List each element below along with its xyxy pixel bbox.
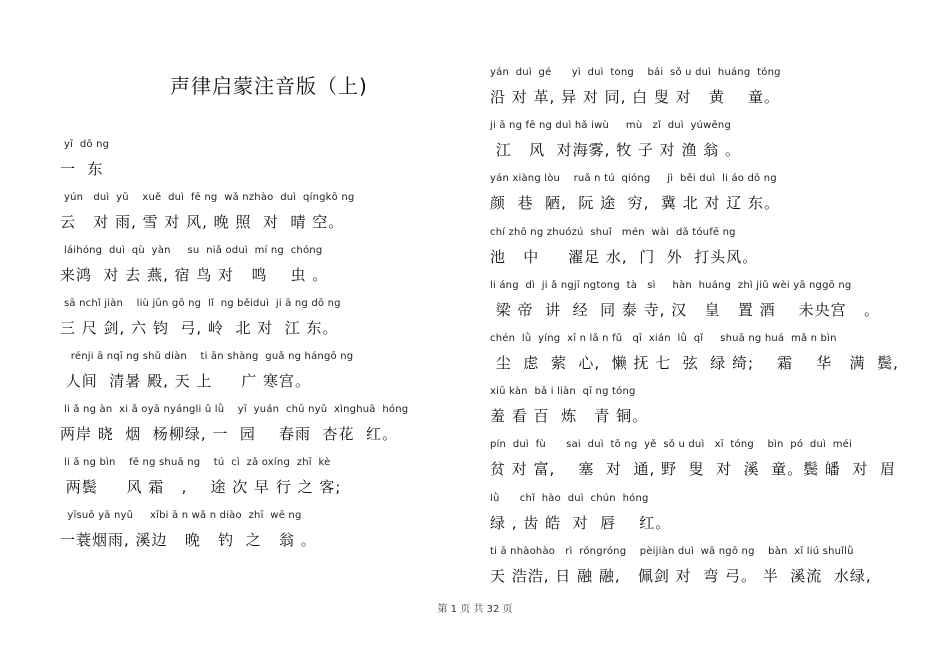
pinyin-line: yún duì yǔ xuě duì fē ng wǎ nzhào duì qíngkō ng — [64, 192, 355, 203]
hanzi-line: 绿 , 齿 皓 对 唇 红。 — [490, 513, 672, 532]
pinyin-line: pín duì fù sai duì tō ng yě sǒ u duì xī tóng bìn pó duì méi — [490, 439, 853, 451]
hanzi-line: 两鬓 风 霜 , 途 次 早 行 之 客; — [60, 478, 342, 496]
pinyin-line: ti ā nhàohào rì róngróng pèijiàn duì wā ngō ng bàn xī liú shuǐlǜ — [490, 545, 854, 557]
hanzi-line: 池 中 濯足 水, 门 外 打头风。 — [490, 247, 759, 266]
pinyin-line: xiū kàn bǎ i liàn qī ng tóng — [490, 386, 636, 398]
hanzi-line: 来鸿 对 去 燕, 宿 鸟 对 鸣 虫 。 — [60, 266, 329, 284]
hanzi-line: 云 对 雨, 雪 对 风, 晚 照 对 晴 空。 — [60, 213, 345, 231]
hanzi-line: 颜 巷 陋, 阮 途 穷, 冀 北 对 辽 东。 — [490, 194, 781, 213]
pinyin-line: yán xiàng lòu ruǎ n tú qióng jì běi duì li áo dō ng — [490, 173, 777, 185]
pinyin-line: yī dō ng — [64, 139, 110, 150]
verse-line — [490, 545, 920, 598]
pinyin-line: li áng dì ji ǎ ngjī ngtong tà sì hàn huáng zhì jiǔ wèi yā nggō ng — [490, 279, 852, 291]
pinyin-line: chén lǜ yíng xī n lǎ n fǔ qī xián lǜ qǐ shuā ng huá mǎ n bìn — [490, 332, 837, 344]
verse-line — [490, 332, 920, 385]
pinyin-line: láihóng duì qù yàn su niǎ oduì mí ng chóng — [64, 245, 323, 256]
verse-line — [60, 509, 450, 562]
pinyin-line: li ǎ ng bìn fē ng shuā ng tú cì zǎ oxíng zhī kè — [64, 457, 331, 468]
verse-line — [60, 403, 450, 456]
pinyin-line: sā nchǐ jiàn liù jūn gō ng lǐ ng běiduì ji ā ng dō ng — [64, 298, 341, 309]
hanzi-line: 羞 看 百 炼 青 铜。 — [490, 407, 649, 426]
left-column — [60, 138, 450, 562]
hanzi-line: 天 浩浩, 日 融 融, 佩剑 对 弯 弓。 半 溪流 水绿, — [490, 566, 872, 585]
verse-line — [60, 456, 450, 509]
hanzi-line: 梁 帝 讲 经 同 泰 寺, 汉 皇 置 酒 未央宫 。 — [490, 300, 880, 319]
verse-line — [490, 66, 920, 119]
verse-line — [490, 438, 920, 491]
hanzi-line: 三 尺 剑, 六 钧 弓, 岭 北 对 江 东。 — [60, 319, 339, 337]
hanzi-line: 贫 对 富, 塞 对 通, 野 叟 对 溪 童。鬓 皤 对 眉 — [490, 460, 896, 479]
verse-line — [490, 492, 920, 545]
hanzi-line: 人间 清暑 殿, 天 上 广 寒宫。 — [60, 372, 311, 390]
verse-line — [60, 191, 450, 244]
pinyin-line: li ǎ ng àn xi ǎ oyā nyángli ǔ lǜ yī yuán chū nyǔ xìnghuā hóng — [64, 404, 409, 415]
right-column — [490, 66, 920, 598]
verse-line — [60, 297, 450, 350]
verse-line — [490, 385, 920, 438]
pinyin-line: yīsuō yā nyǔ xībi ā n wǎ n diào zhī wē ng — [64, 510, 302, 521]
hanzi-line: 沿 对 革, 异 对 同, 白 叟 对 黄 童。 — [490, 88, 781, 106]
hanzi-line: 尘 虑 萦 心, 懒 抚 七 弦 绿 绮; 霜 华 满 鬓, — [490, 353, 899, 372]
hanzi-line: 一蓑烟雨, 溪边 晚 钓 之 翁 。 — [60, 531, 317, 549]
verse-line — [60, 350, 450, 403]
page-footer: 第 1 页 共 32 页 — [437, 604, 513, 615]
page-title: 声律启蒙注音版（上) — [170, 74, 368, 98]
pinyin-line: ji ā ng fē ng duì hǎ iwù mù zǐ duì yúwēng — [490, 120, 731, 132]
pinyin-line: yán duì gé yì duì tong bái sǒ u duì huáng tóng — [490, 67, 781, 78]
verse-line — [490, 119, 920, 172]
verse-line — [490, 172, 920, 225]
pinyin-line: lǜ chǐ hào duì chún hóng — [490, 492, 649, 504]
verse-line — [490, 279, 920, 332]
verse-line — [490, 226, 920, 279]
hanzi-line: 两岸 晓 烟 杨柳绿, 一 园 春雨 杏花 红。 — [60, 425, 399, 443]
verse-line — [60, 138, 450, 191]
hanzi-line: 江 风 对海雾, 牧 子 对 渔 翁 。 — [490, 141, 741, 160]
pinyin-line: rénji ā nqī ng shǔ diàn ti ān shàng guǎ ng hángō ng — [64, 351, 354, 362]
verse-line — [60, 244, 450, 297]
pinyin-line: chí zhō ng zhuózú shuǐ mén wài dǎ tóufē ng — [490, 226, 736, 238]
hanzi-line: 一 东 — [60, 160, 104, 178]
